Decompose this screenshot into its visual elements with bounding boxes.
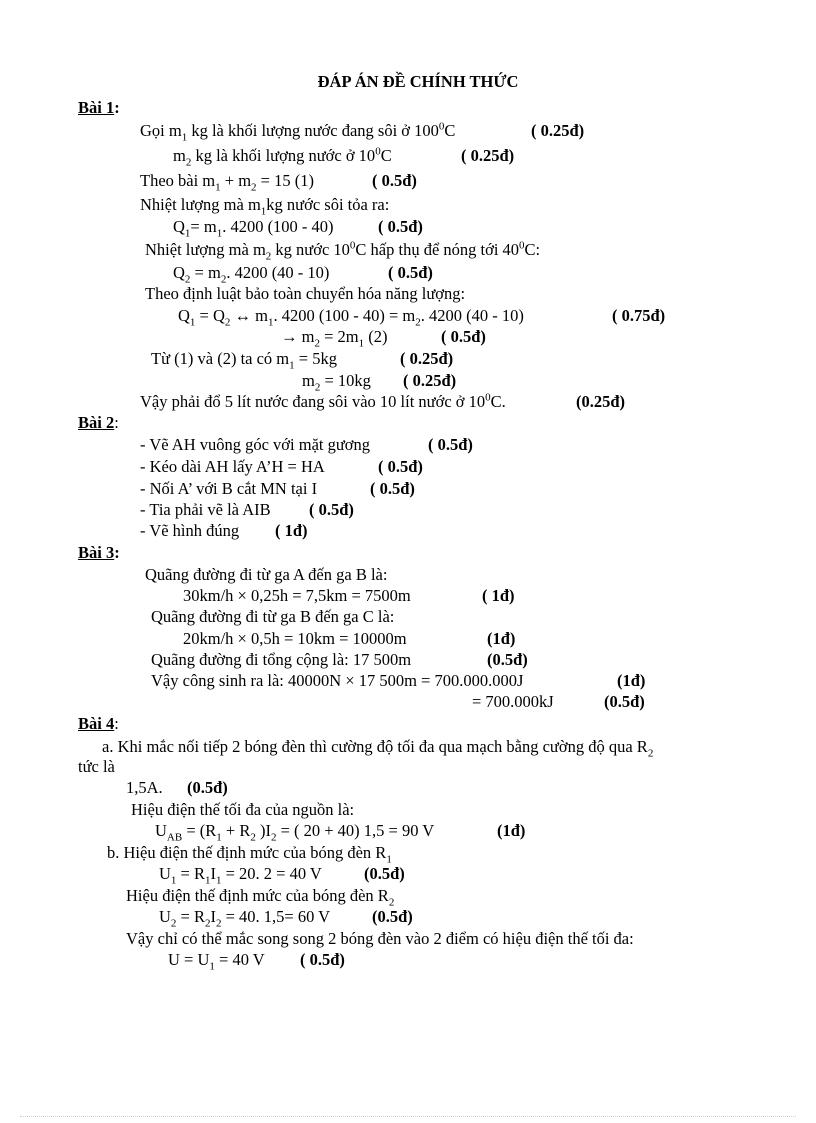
bai4-line2: tức là	[78, 757, 115, 776]
bai1-line12: $m_2 = 10kg$	[302, 371, 371, 394]
bai3-line1: Quãng đường đi từ ga A đến ga B là:	[145, 565, 388, 584]
bai4-line8: Hiệu điện thế định mức của bóng đèn $R_2$	[126, 886, 395, 909]
bai4-line11-score: ( 0.5đ)	[300, 950, 345, 969]
bai2-item-2-score: ( 0.5đ)	[378, 457, 423, 476]
bai1-line13-score: (0.25đ)	[576, 392, 626, 411]
bai4-heading: Bài 4:	[78, 714, 119, 733]
bai4-line7-score: (0.5đ)	[364, 864, 405, 883]
bai2-item-5-score: ( 1đ)	[275, 521, 308, 540]
bai2-item-5: - Vẽ hình đúng	[140, 521, 240, 540]
bai1-line4: Nhiệt lượng mà $m_1kg$ nước sôi tỏa ra:	[140, 195, 390, 218]
bai3-line5: Quãng đường đi tổng cộng là: 17 500m	[151, 650, 412, 669]
bai1-line2: $m_2$ kg là khối lượng nước ở $10^0C$	[173, 145, 392, 169]
bai1-heading: Bài 1:	[78, 98, 120, 117]
bai3-line4-score: (1đ)	[487, 629, 516, 648]
bai2-item-4: - Tia phải vẽ là AIB	[140, 500, 271, 519]
bai4-line11: $U = U_1 = 40$ V	[168, 950, 265, 973]
bai2-item-3-score: ( 0.5đ)	[370, 479, 415, 498]
bai1-line8: Theo định luật bảo toàn chuyển hóa năng lượng:	[145, 284, 466, 303]
bai3-line5-score: (0.5đ)	[487, 650, 528, 669]
bai1-line11-score: ( 0.25đ)	[400, 349, 454, 368]
bai4-line5: $U_{AB} = (R_1 + R_2$ )$I_2$ = ( 20 + 40) 1,5 = 90 V	[155, 821, 435, 844]
bai4-line3: 1,5A.	[126, 778, 163, 797]
bai1-line7: $Q_2 = m_2$. 4200 (40 - 10)	[173, 263, 330, 286]
bai4-line7: $U_1 = R_1I_1 = 20$. 2 = 40 V	[159, 864, 322, 887]
bai2-item-1-score: ( 0.5đ)	[428, 435, 473, 454]
bai4-line6: b. Hiệu điện thế định mức của bóng đèn $R_1$	[107, 843, 392, 866]
bai1-line9: $Q_1 = Q_2$ ↔ $m_1$. 4200 $(100 - 40) = m_2$. 4200 (40 - 10)	[178, 306, 524, 329]
bai4-line10: Vậy chỉ có thể mắc song song 2 bóng đèn vào 2 điểm có hiệu điện thế tối đa:	[126, 929, 634, 948]
bai4-line5-score: (1đ)	[497, 821, 526, 840]
bai3-line6-score: (1đ)	[617, 671, 646, 690]
bai2-item-3: - Nối A’ với B cắt MN tại I	[140, 479, 318, 498]
bai3-line4: 20km/h × 0,5h = 10km = 10000m	[183, 629, 407, 648]
bai3-line3: Quãng đường đi từ ga B đến ga C là:	[151, 607, 395, 626]
bai3-line7: = 700.000kJ	[472, 692, 554, 711]
bai3-line6: Vậy công sinh ra là: 40000N × 17 500m = 700.000.000J	[151, 671, 524, 690]
bai1-line2-score: ( 0.25đ)	[461, 146, 515, 165]
bai3-line7-score: (0.5đ)	[604, 692, 645, 711]
bai1-line3: Theo bài $m_1 + m_2 = 15$ (1)	[140, 171, 314, 194]
bai1-line7-score: ( 0.5đ)	[388, 263, 433, 282]
bai1-line10-score: ( 0.5đ)	[441, 327, 486, 346]
bai4-line9: $U_2 = R_2I_2 = 40$. 1,5= 60 V	[159, 907, 331, 930]
bai1-line3-score: ( 0.5đ)	[372, 171, 417, 190]
bai1-line10: → $m_2 = 2m_1$ (2)	[281, 327, 388, 350]
bai2-item-2: - Kéo dài AH lấy A’H = HA	[140, 457, 325, 476]
bai1-line13: Vậy phải đổ 5 lít nước đang sôi vào 10 lít nước ở $10^0C$.	[140, 391, 506, 411]
bai1-line5-score: ( 0.5đ)	[378, 217, 423, 236]
bai2-heading: Bài 2:	[78, 413, 119, 432]
bai1-line1-score: ( 0.25đ)	[531, 121, 585, 140]
page-title: ĐÁP ÁN ĐỀ CHÍNH THỨC	[317, 72, 519, 91]
bai4-line1: a. Khi mắc nối tiếp 2 bóng đèn thì cường độ tối đa qua mạch bằng cường độ qua $R_2$	[102, 737, 654, 760]
bai1-line6: Nhiệt lượng mà $m_2$ kg nước $10^0C$ hấp thụ để nóng tới $40^0C$:	[145, 239, 541, 263]
bai2-item-4-score: ( 0.5đ)	[309, 500, 354, 519]
bai1-line12-score: ( 0.25đ)	[403, 371, 457, 390]
bai3-heading: Bài 3:	[78, 543, 120, 562]
bai2-item-1: - Vẽ AH vuông góc với mặt gương	[140, 435, 371, 454]
bai4-line9-score: (0.5đ)	[372, 907, 413, 926]
bai4-line3-score: (0.5đ)	[187, 778, 228, 797]
page-bottom-divider	[20, 1116, 796, 1117]
bai1-line1: Gọi $m_1$ kg là khối lượng nước đang sôi ở $100^0C$	[140, 120, 456, 144]
bai4-line4: Hiệu điện thế tối đa của nguồn là:	[131, 800, 355, 819]
bai1-line11: Từ (1) và (2) ta có $m_1 = 5kg$	[151, 349, 337, 372]
bai1-line9-score: ( 0.75đ)	[612, 306, 666, 325]
bai3-line2-score: ( 1đ)	[482, 586, 515, 605]
bai3-line2: 30km/h × 0,25h = 7,5km = 7500m	[183, 586, 411, 605]
bai1-line5: $Q_1= m_1$. 4200 (100 - 40)	[173, 217, 334, 240]
